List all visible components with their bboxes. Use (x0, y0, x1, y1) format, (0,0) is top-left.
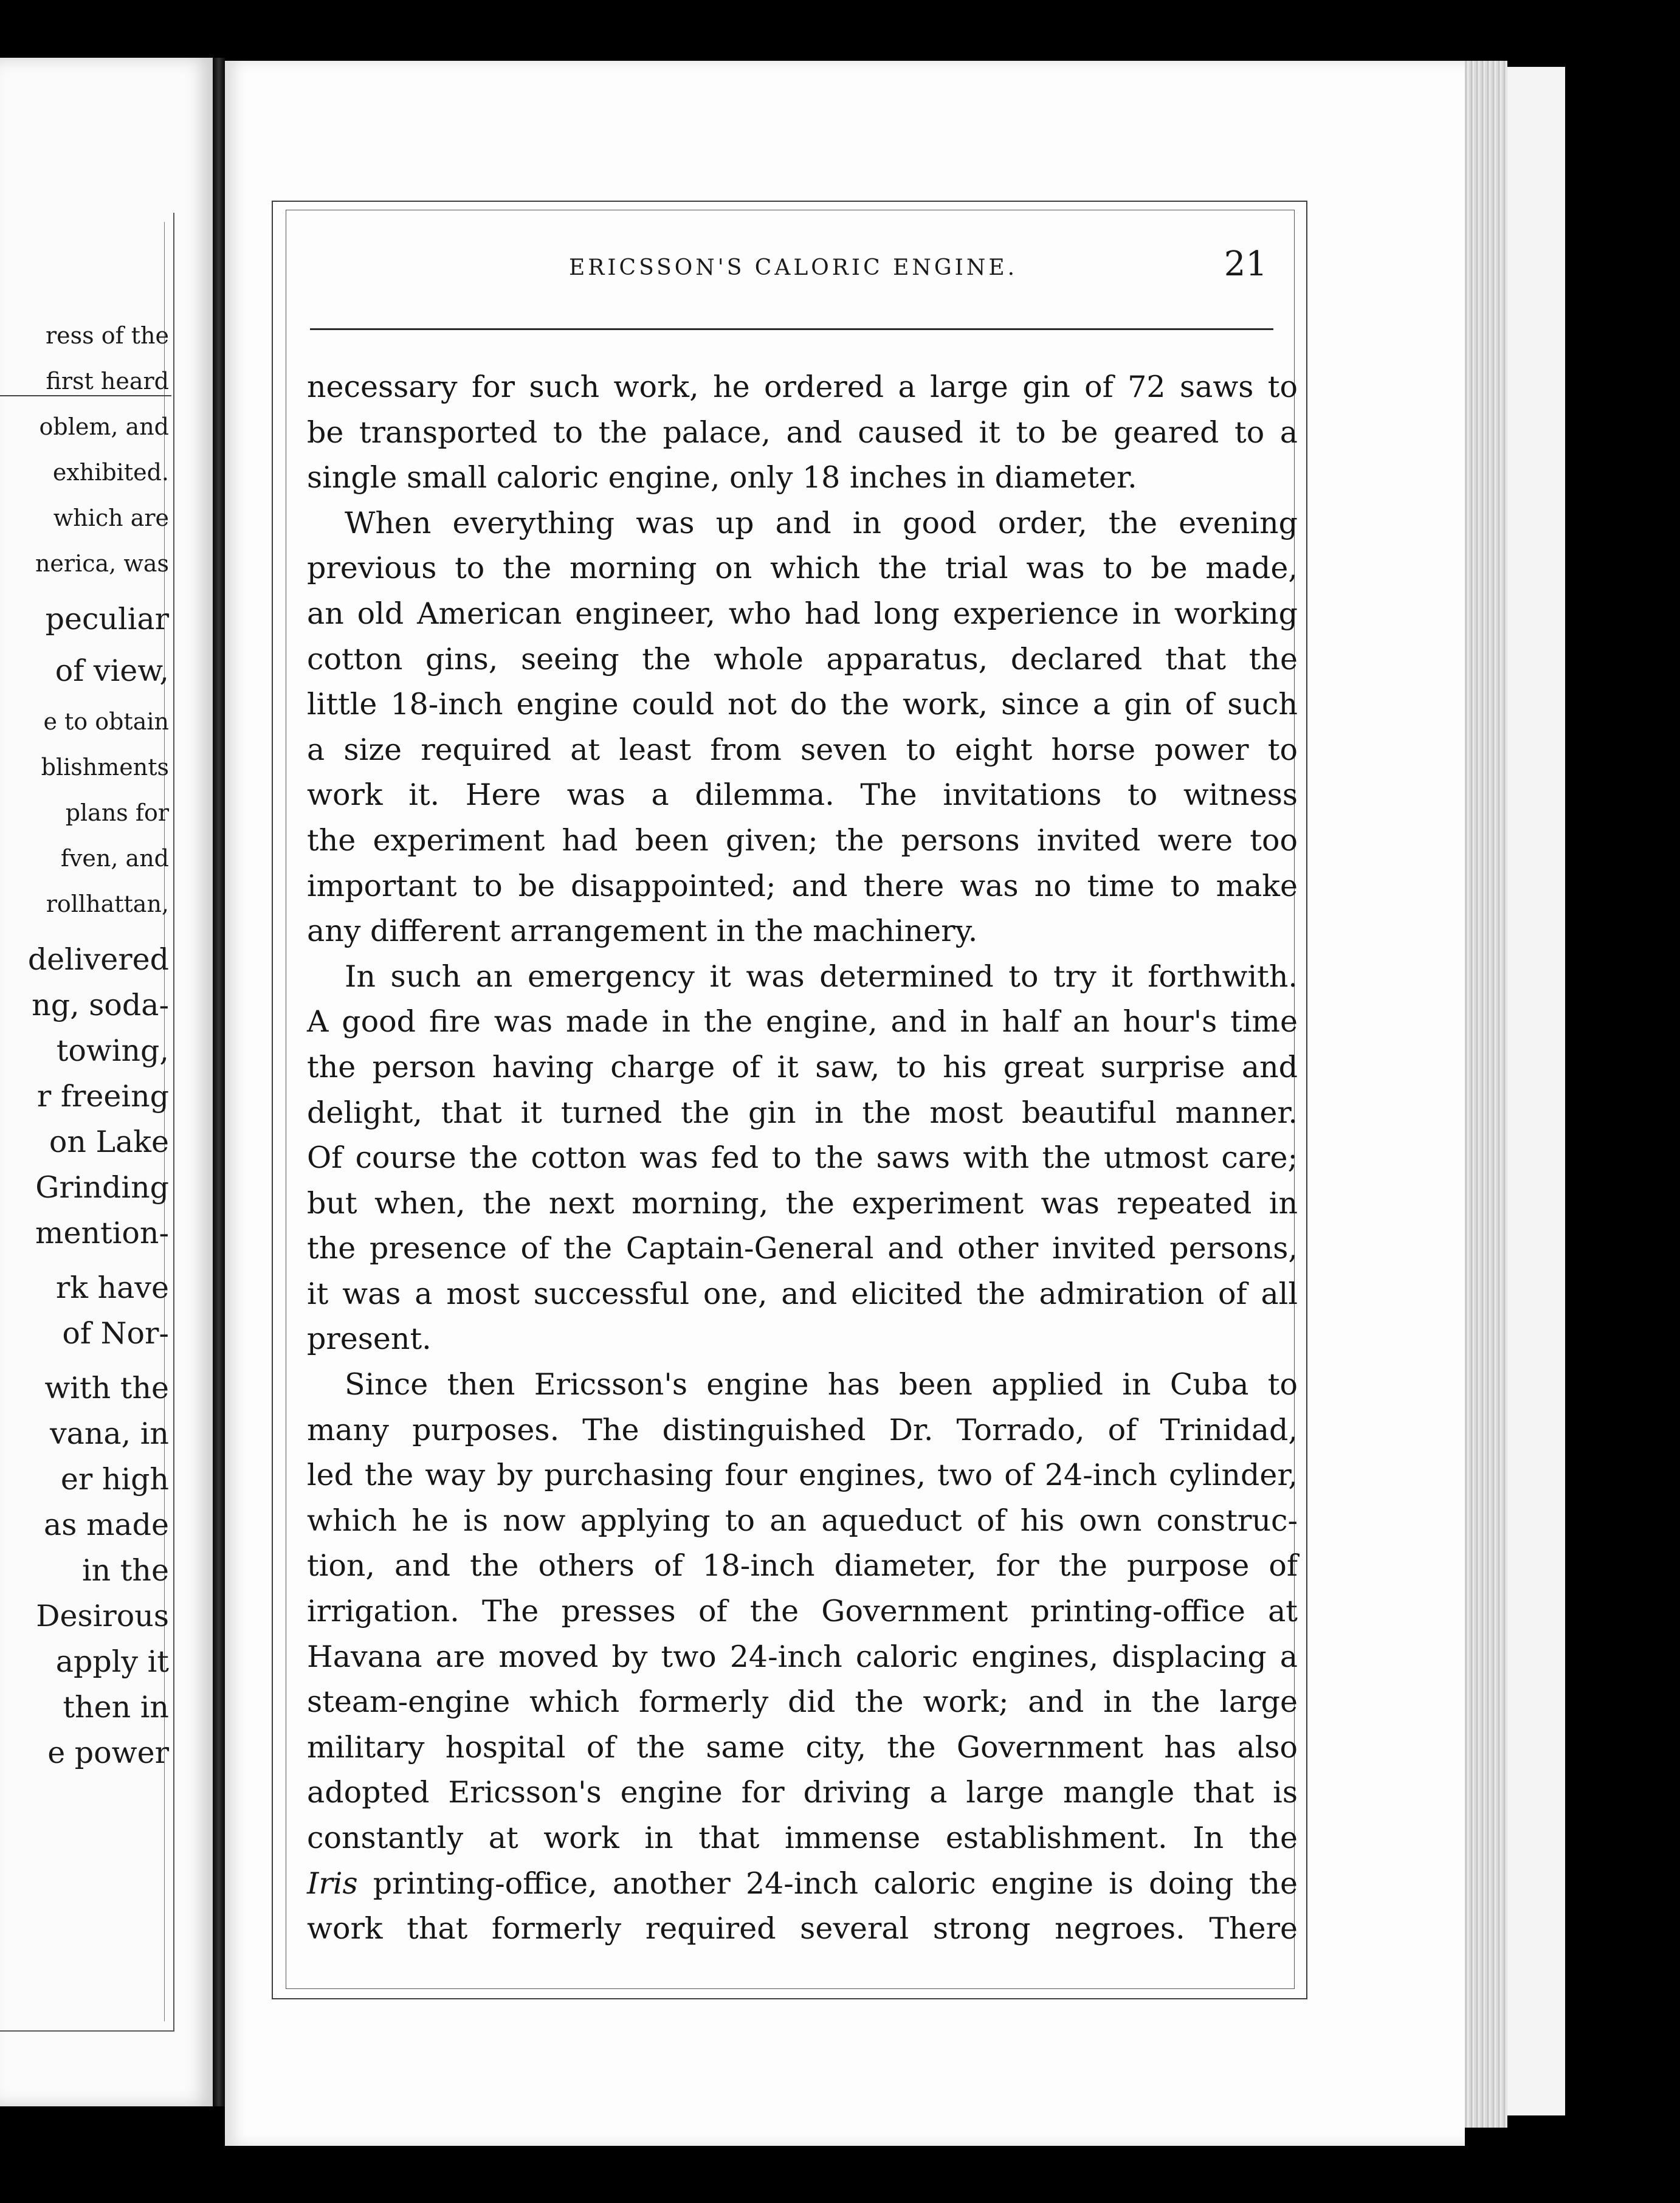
line-text: present. (307, 1322, 432, 1357)
previous-page-line: which are (53, 505, 169, 531)
previous-page-line: er high (60, 1462, 169, 1497)
previous-page-line: in the (81, 1553, 169, 1588)
previous-page-line: exhibited. (52, 459, 169, 486)
previous-page-line: with the (44, 1371, 169, 1405)
line-text: constantly at work in that immense establishment. In the (307, 1821, 1298, 1855)
line-text: but when, the next morning, the experiment was repeated in (307, 1185, 1298, 1221)
text-line (307, 864, 1298, 909)
text-line (307, 1136, 1298, 1181)
previous-page-line: oblem, and (39, 413, 169, 440)
text-line (307, 1317, 1298, 1362)
text-line (307, 818, 1298, 864)
line-text: important to be disappointed; and there was no time to make (307, 868, 1298, 903)
text-line (307, 410, 1298, 456)
line-text: a size required at least from seven to eight horse power to (307, 732, 1298, 767)
line-text: be transported to the palace, and caused it to be geared to a (307, 415, 1298, 450)
line-text: steam-engine which formerly did the work; and in the large (307, 1684, 1298, 1720)
previous-page-line: rollhattan, (46, 891, 169, 917)
text-line (307, 455, 1298, 501)
line-text: A good fire was made in the engine, and in half an hour's time (307, 1004, 1298, 1039)
running-head (316, 244, 1270, 298)
line-text: printing-office, another 24-inch caloric engine is doing the (357, 1866, 1298, 1901)
text-line (307, 591, 1298, 637)
previous-page-line: rk have (55, 1270, 169, 1305)
text-line (307, 1091, 1298, 1136)
text-line (307, 1498, 1298, 1544)
text-line (307, 1453, 1298, 1498)
text-line (307, 501, 1298, 546)
text-line (307, 1362, 1298, 1408)
line-text: which he is now applying to an aqueduct of his own construc- (307, 1503, 1298, 1538)
line-text: the experiment had been given; the persons invited were too (307, 822, 1298, 858)
text-line (307, 365, 1298, 410)
previous-page-line: of Nor- (62, 1316, 169, 1351)
text-line (307, 1635, 1298, 1680)
previous-page-line: delivered (27, 942, 169, 977)
text-line (307, 999, 1298, 1045)
previous-page-line: e power (47, 1736, 169, 1770)
text-line (307, 1680, 1298, 1725)
page-edges (1459, 61, 1507, 2128)
previous-page-line: ress of the (46, 322, 169, 349)
page-number: 21 (1224, 244, 1267, 284)
line-text: delight, that it turned the gin in the most beautiful manner. (307, 1095, 1298, 1130)
text-line (307, 1226, 1298, 1272)
italic-text: Iris (307, 1866, 358, 1901)
text-line (307, 1906, 1298, 1952)
body-text (307, 365, 1298, 1952)
line-text: cotton gins, seeing the whole apparatus, declared that the (307, 641, 1298, 677)
line-text: necessary for such work, he ordered a large gin of 72 saws to (307, 370, 1298, 404)
text-line (307, 546, 1298, 591)
running-title: ERICSSON'S CALORIC ENGINE. (568, 255, 1018, 280)
line-text: the person having charge of it saw, to his great surprise and (307, 1049, 1298, 1084)
text-line (307, 1725, 1298, 1771)
line-text: Since then Ericsson's engine has been applied in Cuba to (345, 1367, 1298, 1402)
text-line (307, 773, 1298, 818)
text-line (307, 909, 1298, 954)
text-line (307, 1816, 1298, 1861)
previous-page (0, 58, 213, 2106)
line-text: adopted Ericsson's engine for driving a large mangle that is (307, 1775, 1298, 1810)
text-line (307, 1408, 1298, 1453)
previous-page-line: fven, and (60, 845, 169, 872)
line-text: little 18-inch engine could not do the work, since a gin of such (307, 687, 1298, 722)
text-line (307, 1861, 1298, 1907)
line-text: Of course the cotton was fed to the saws with the utmost care; (307, 1140, 1298, 1176)
line-text: tion, and the others of 18-inch diameter, for the purpose of (307, 1548, 1298, 1584)
line-text: single small caloric engine, only 18 inches in diameter. (307, 460, 1137, 495)
line-text: Havana are moved by two 24-inch caloric engines, displacing a (307, 1639, 1298, 1674)
text-line (307, 637, 1298, 683)
line-text: many purposes. The distinguished Dr. Torrado, of Trinidad, (307, 1412, 1298, 1447)
previous-page-line: e to obtain (43, 708, 169, 735)
line-text: the presence of the Captain-General and other invited persons, (307, 1231, 1298, 1266)
header-rule (310, 328, 1273, 330)
line-text: military hospital of the same city, the Government has also (307, 1729, 1298, 1765)
previous-page-line: vana, in (49, 1416, 169, 1451)
previous-page-line: ng, soda- (32, 988, 169, 1022)
line-text: an old American engineer, who had long experience in working (307, 596, 1298, 631)
text-line (307, 682, 1298, 728)
line-text: any different arrangement in the machinery. (307, 914, 978, 949)
previous-page-line: plans for (65, 799, 169, 826)
previous-page-line: then in (63, 1690, 169, 1725)
line-text: When everything was up and in good order, the evening (345, 505, 1298, 540)
text-line (307, 1589, 1298, 1635)
previous-page-line: first heard (46, 368, 169, 395)
text-line (307, 1181, 1298, 1227)
previous-page-line: nerica, was (35, 550, 169, 577)
text-line (307, 1543, 1298, 1589)
previous-page-line: apply it (55, 1644, 169, 1679)
line-text: irrigation. The presses of the Government printing-office at (307, 1594, 1298, 1629)
previous-page-line: on Lake (49, 1125, 169, 1159)
previous-page-line: blishments (41, 754, 169, 781)
line-text: led the way by purchasing four engines, two of 24-inch cylinder, (307, 1458, 1298, 1493)
book-gutter (213, 58, 225, 2106)
line-text: In such an emergency it was determined to try it forthwith. (345, 959, 1298, 994)
previous-page-head-rule (0, 395, 171, 396)
previous-page-line: Desirous (36, 1599, 169, 1633)
previous-page-line: Grinding (35, 1170, 169, 1205)
previous-page-line: r freeing (36, 1079, 169, 1114)
previous-page-line: towing, (56, 1033, 169, 1068)
line-text: work that formerly required several strong negroes. There (307, 1911, 1298, 1946)
line-text: work it. Here was a dilemma. The invitations to witness (307, 777, 1298, 813)
text-line (307, 1272, 1298, 1317)
text-line (307, 728, 1298, 773)
previous-page-line: peculiar (45, 602, 169, 636)
text-line (307, 954, 1298, 1000)
line-text: it was a most successful one, and elicited the admiration of all (307, 1276, 1298, 1311)
previous-page-line: mention- (35, 1216, 169, 1250)
previous-page-line: as made (44, 1508, 169, 1542)
line-text: previous to the morning on which the trial was to be made, (307, 551, 1298, 586)
text-line (307, 1770, 1298, 1816)
text-line (307, 1045, 1298, 1091)
previous-page-line: of view, (55, 653, 169, 688)
